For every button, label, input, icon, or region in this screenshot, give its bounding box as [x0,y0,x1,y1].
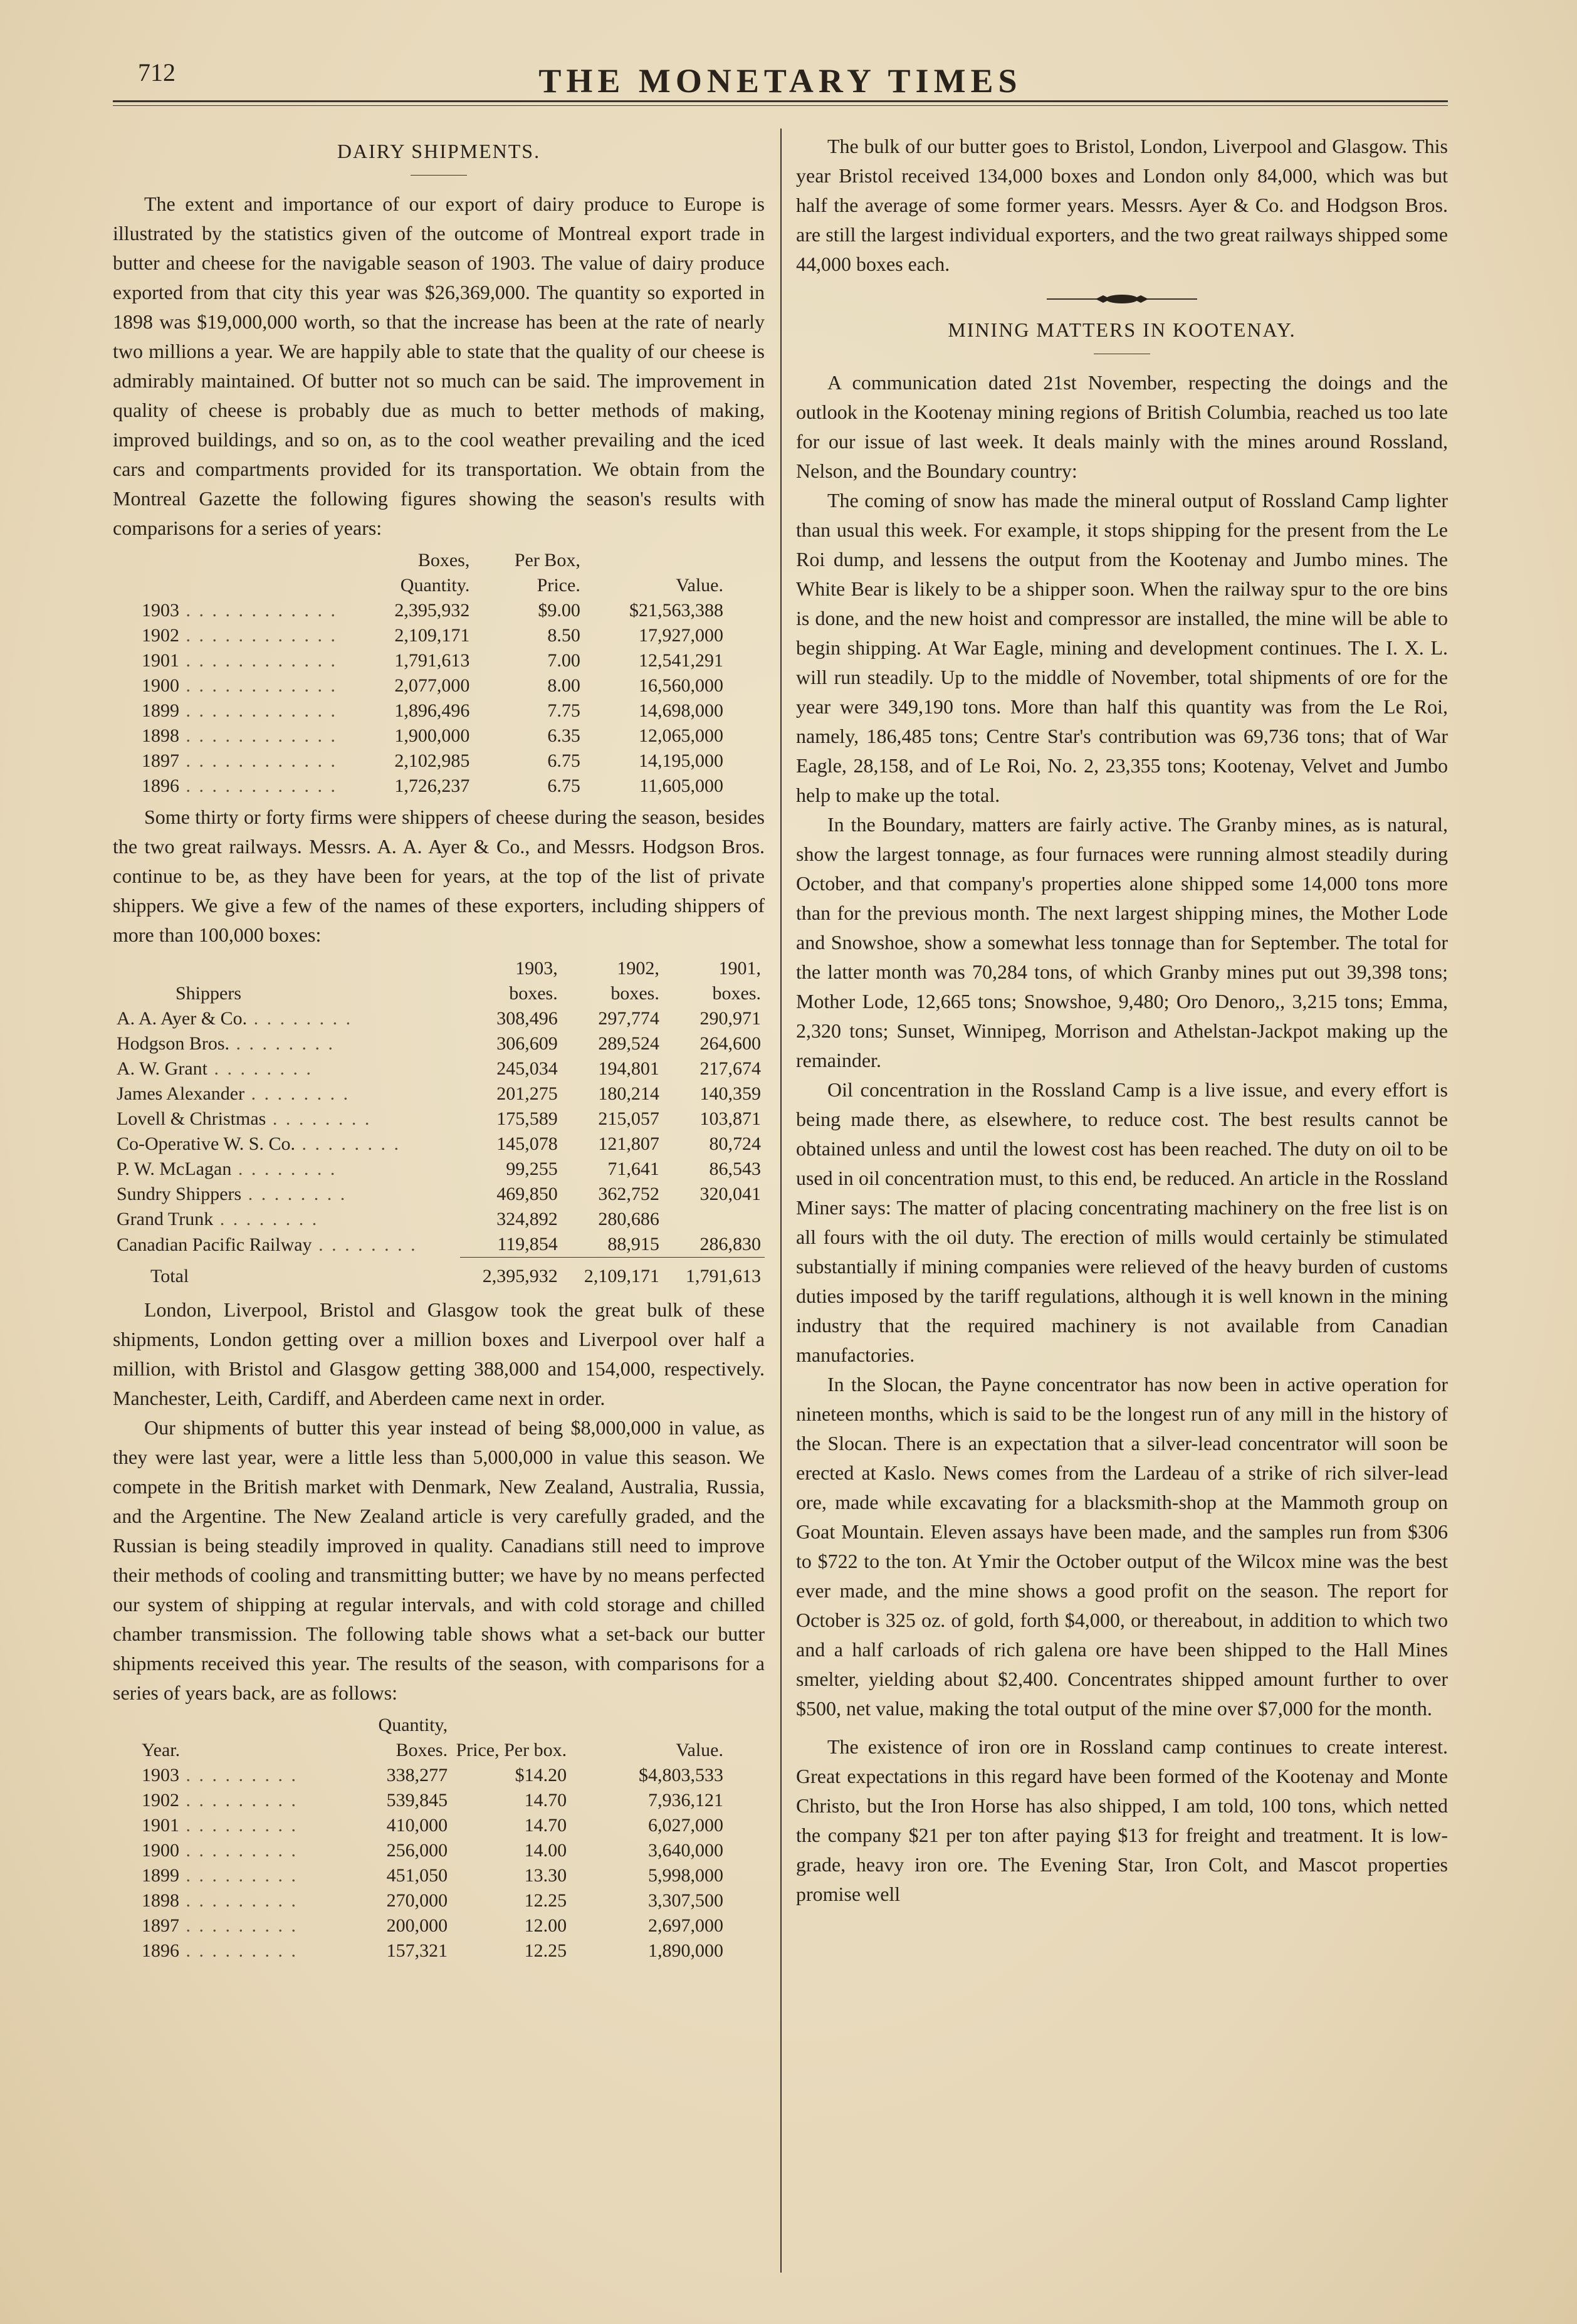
shipper-row-label: Canadian Pacific Railway [117,1234,312,1255]
shipper-row [113,1157,765,1182]
cheese-row-cell: 17,927,000 [639,625,723,646]
shipper-row-label: Hodgson Bros. [117,1033,230,1054]
cheese-row [138,749,727,774]
cheese-row-cell: $9.00 [538,600,580,621]
shipper-row-cell: 286,830 [699,1234,761,1254]
mining-paragraph-3: In the Boundary, matters are fairly active. The Granby mines, as is natural, show the largest tonnage, as four furnaces were running almost steadily during October, and that company's properties alone shipped some 14,000 tons more than for the previous month. The next largest shipping mines, the Mother Lode and Snowshoe, show a somewhat less tonnage than for September. The total for the latter month was 70,284 tons, of which Granby mines put out 39,398 tons; Mother Lode, 12,665 tons; Snowshoe, 9,480; Oro Denoro,, 3,215 tons; Emma, 2,320 tons; Sunset, Winnipeg, Morrison and Athelstan-Jackpot making up the remainder. [796,813,1448,1071]
shipper-row-cell: 264,600 [699,1033,761,1054]
shipper-row-label: Lovell & Christmas [117,1108,266,1129]
butter-row-cell: 338,277 [386,1765,448,1785]
leader-dots: . . . . . . . . [244,1083,350,1104]
dairy-heading: DAIRY SHIPMENTS. [337,140,541,162]
leader-dots: . . . . . . . . . . . . [179,625,337,646]
butter-row [138,1913,727,1938]
shippers-col-1903: 1903, boxes. [509,958,558,1004]
shipper-row-cell: 194,801 [598,1058,659,1079]
cheese-row-cell [138,749,343,774]
shipper-row-cell [113,1182,460,1207]
shipper-row-cell: 290,971 [699,1008,761,1029]
cheese-row-label: 1900 [142,675,179,696]
cheese-row-cell: 6.35 [547,725,580,746]
page-number: 712 [138,58,176,87]
shipper-row-cell: 121,807 [598,1133,659,1154]
shipper-row-cell [113,1232,460,1258]
mining-paragraph-4: Oil concentration in the Rossland Camp is a live issue, and every effort is being made there, as elsewhere, to reduce cost. The best results cannot be obtained unless and until the lowest cost has been reached. The duty on oil to be used in oil concentration must, to this end, be reduced. An article in the Rossland Miner says: The matter of placing concentrating machinery on the free list is on all fours with the oil duty. The erection of mills would certainly be stimulated substantially if mining companies were relieved of the heavy burden of customs duties imposed by the tariff regulations, although it is well known in the mining industry that the required machinery is not available from Canadian manufactories. [796,1078,1448,1366]
shipper-row-cell [663,1207,765,1232]
dairy-paragraph-4: Our shipments of butter this year instead of being $8,000,000 in value, as they were last year, were a little less than 5,000,000 in value this season. We compete in the British market with Denmark, New Zealand, Australia, Russia, and the Argentine. The New Zealand article is very carefully graded, and the Russian is being steadily improved in quality. Canadians still need to improve their methods of cooling and transmitting butter; we have by no means perfected our system of shipping at regular intervals, and with cold storage and chilled chamber transmission. The following table shows what a set-back our butter shipments received this year. The results of the season, with comparisons for a series of years back, are as follows: [113,1416,765,1704]
butter-col-price: Price, Per box. [456,1740,567,1760]
cheese-row-label: 1901 [142,650,179,671]
cheese-row [138,698,727,723]
cheese-row-cell: 6.75 [547,776,580,796]
leader-dots: . . . . . . . . . [179,1840,298,1861]
leader-dots: . . . . . . . . . [179,1890,298,1911]
cheese-row [138,774,727,799]
leader-dots: . . . . . . . . . . . . [179,750,337,771]
butter-row-label: 1900 [142,1840,179,1861]
leader-dots: . . . . . . . . . [179,1765,298,1785]
shipper-row-cell: 145,078 [496,1133,558,1154]
cheese-row-cell: 14,195,000 [639,750,723,771]
publication-title: THE MONETARY TIMES [538,62,1022,100]
mining-heading: MINING MATTERS IN KOOTENAY. [948,318,1296,341]
shippers-col-name: Shippers [176,983,241,1004]
butter-row-label: 1902 [142,1790,179,1811]
leader-dots: . . . . . . . . . . . . [179,600,337,621]
leader-dots: . . . . . . . . . . . . [179,725,337,746]
cheese-row [138,623,727,648]
butter-row-label: 1899 [142,1865,179,1886]
leader-dots: . . . . . . . . [312,1234,417,1255]
mining-paragraph-2: The coming of snow has made the mineral output of Rossland Camp lighter than usual this week. For example, it stops shipping for the present from the Le Roi dump, and lessens the output from the Kootenay and Jumbo mines. The White Bear is likely to be a shipper soon. When the railway spur to the ore bins is done, and the new hoist and compressor are installed, the mine will be able to begin shipping. At War Eagle, mining and development continues. The I. X. L. will run steadily. Up to the middle of November, total shipments of ore for the year were 349,190 tons. More than half this quantity was from the Le Roi, namely, 186,485 tons; Centre Star's contribution was 69,736 tons; that of War Eagle, 28,158, and of Le Roi, No. 2, 23,355 tons; Kootenay, Velvet and Jumbo help to make up the total. [796,489,1448,806]
cheese-row-cell [138,623,343,648]
butter-row [138,1838,727,1863]
cheese-row-cell: 1,791,613 [394,650,470,671]
butter-row-cell: 256,000 [386,1840,448,1861]
butter-row-cell [138,1938,332,1964]
shipper-row-label: Sundry Shippers [117,1184,242,1204]
butter-row-cell: 270,000 [386,1890,448,1911]
butter-row-cell: 14.70 [524,1790,567,1811]
butter-row [138,1763,727,1788]
dairy-paragraph-3: London, Liverpool, Bristol and Glasgow took the great bulk of these shipments, London getting over a million boxes and Liverpool over half a million, with Bristol and Glasgow getting 388,000 and 154,000, respectively. Manchester, Leith, Cardiff, and Aberdeen came next in order. [113,1298,765,1409]
leader-dots: . . . . . . . . . [179,1940,298,1961]
leader-dots: . . . . . . . . . . . . [179,675,337,696]
butter-row-cell: 12.00 [524,1915,567,1936]
cheese-row-cell [138,774,343,799]
cheese-row-cell: 7.00 [547,650,580,671]
shipper-row [113,1232,765,1258]
leader-dots: . . . . . . . . . [179,1865,298,1886]
shipper-row-cell: 215,057 [598,1108,659,1129]
butter-row-cell: 6,027,000 [648,1815,723,1836]
mining-paragraph-5: In the Slocan, the Payne concentrator has now been in active operation for nineteen months, which is said to be the longest run of any mill in the history of the Slocan. There is an expectation that a silver-lead concentrator will soon be erected at Kaslo. News comes from the Lardeau of a strike of rich silver-lead ore, made while excavating for a blacksmith-shop at the Mammoth group on Goat Mountain. Eleven assays have been made, and the samples run from $306 to $722 to the ton. At Ymir the October output of the Wilcox mine was the best ever made, and the mine shows a good profit on the season. The report for October is 325 oz. of gold, forth $4,000, or thereabout, in addition to which two and a half carloads of rich galena ore have been shipped to the Hall Mines smelter, yielding about $2,400. Concentrates shipped amount further to over $500, net value, making the total output of the mine over $7,000 for the month. [796,1373,1448,1720]
shipper-row-cell: 119,854 [497,1234,558,1254]
butter-row-cell: 7,936,121 [648,1790,723,1811]
cheese-row [138,673,727,698]
butter-row-cell [138,1863,332,1888]
mining-paragraph-1: A communication dated 21st November, respecting the doings and the outlook in the Kootenay mining regions of British Columbia, reached us too late for our issue of last week. It deals mainly with the mines around Rossland, Nelson, and the Boundary country: [796,371,1448,482]
shipper-row-cell: 280,686 [598,1209,659,1229]
shipper-row [113,1056,765,1081]
left-column [113,132,765,1964]
shipper-row-cell: 297,774 [598,1008,659,1029]
butter-row-label: 1897 [142,1915,179,1936]
shipper-row-cell: 71,641 [607,1159,659,1179]
shipper-row-cell: 80,724 [709,1133,761,1154]
shipper-row-cell: 308,496 [496,1008,558,1029]
shipper-row [113,1031,765,1056]
shipper-row-cell: 362,752 [598,1184,659,1204]
butter-col-quantity: Quantity, Boxes. [378,1715,448,1760]
butter-row-cell: 451,050 [386,1865,448,1886]
shipper-row-cell: 245,034 [496,1058,558,1079]
shipper-row-cell: 175,589 [496,1108,558,1129]
leader-dots: . . . . . . . . [247,1008,353,1029]
butter-row-cell: 5,998,000 [648,1865,723,1886]
shipper-row [113,1207,765,1232]
leader-dots: . . . . . . . . . [179,1790,298,1811]
butter-row-cell: 1,890,000 [648,1940,723,1961]
leader-dots: . . . . . . . . [207,1058,313,1079]
butter-row-cell: 3,640,000 [648,1840,723,1861]
cheese-row-cell: 16,560,000 [639,675,723,696]
leader-dots: . . . . . . . . . . . . [179,776,337,796]
butter-row-cell: 12.25 [524,1890,567,1911]
header-rule [113,100,1448,102]
cheese-row-cell: 1,726,237 [394,776,470,796]
butter-row-cell: 12.25 [524,1940,567,1961]
butter-row-cell: 157,321 [386,1940,448,1961]
butter-row-cell [138,1813,332,1838]
leader-dots: . . . . . . . . [295,1133,401,1154]
butter-row-cell [138,1788,332,1813]
shipper-row-cell [113,1056,460,1081]
shippers-table [113,956,765,1289]
shipper-row [113,1081,765,1107]
shipper-row-label: Grand Trunk [117,1209,214,1229]
cheese-row-label: 1897 [142,750,179,771]
shipper-row [113,1182,765,1207]
shipper-row-cell [113,1107,460,1132]
cheese-row-label: 1903 [142,600,179,621]
shipper-row-cell [113,1006,460,1031]
shipper-row [113,1132,765,1157]
butter-row [138,1863,727,1888]
masthead [113,56,1448,107]
leader-dots: . . . . . . . . . . . . [179,650,337,671]
shipper-row-cell: 217,674 [699,1058,761,1079]
butter-row-cell: 3,307,500 [648,1890,723,1911]
shippers-col-1901: 1901, boxes. [712,958,761,1004]
shipper-row-cell: 103,871 [699,1108,761,1129]
butter-row [138,1938,727,1964]
dairy-paragraph-2: Some thirty or forty firms were shippers of cheese during the season, besides the two great railways. Messrs. A. A. Ayer & Co., and Messrs. Hodgson Bros. continue to be, as they have been for years, at the top of the list of private shippers. We give a few of the names of these exporters, including shippers of more than 100,000 boxes: [113,806,765,946]
right-column [796,132,1448,1909]
cheese-col-price: Per Box, Price. [514,550,580,596]
dairy-paragraph-5: The bulk of our butter goes to Bristol, London, Liverpool and Glasgow. This year Bristol received 134,000 boxes and London only 84,000, which was but half the average of some former years. Messrs. Ayer & Co. and Hodgson Bros. are still the largest individual exporters, and the two great railways shipped some 44,000 boxes each. [796,135,1448,275]
shipper-row-label: P. W. McLagan [117,1159,232,1179]
cheese-row-label: 1896 [142,776,179,796]
butter-row-cell: 14.70 [524,1815,567,1836]
butter-row-cell [138,1888,332,1913]
leader-dots: . . . . . . . . [229,1033,335,1054]
shipper-row-cell: 88,915 [607,1234,659,1254]
butter-row-cell: 200,000 [386,1915,448,1936]
heading-rule [411,175,467,176]
butter-row [138,1813,727,1838]
cheese-row-cell: 11,605,000 [639,776,723,796]
shipper-row-cell: 320,041 [699,1184,761,1204]
butter-row-cell [138,1763,332,1788]
cheese-row-cell: 2,077,000 [394,675,470,696]
shipper-row-cell: 86,543 [709,1159,761,1179]
cheese-row-cell: 2,109,171 [394,625,470,646]
butter-table-header [138,1713,727,1763]
butter-row-label: 1896 [142,1940,179,1961]
butter-row-label: 1898 [142,1890,179,1911]
cheese-table [138,548,727,799]
cheese-row-cell: 1,900,000 [394,725,470,746]
cheese-row [138,648,727,673]
butter-row-cell: 13.30 [524,1865,567,1886]
butter-row-cell: 14.00 [524,1840,567,1861]
cheese-row-label: 1899 [142,700,179,721]
shipper-row-cell [113,1081,460,1107]
butter-row-cell: 2,697,000 [648,1915,723,1936]
butter-col-year: Year. [142,1740,181,1760]
shipper-row-cell: 324,892 [496,1209,558,1229]
shippers-total-row [113,1264,765,1289]
cheese-row-cell [138,723,343,749]
cheese-row-cell [138,598,343,623]
shippers-total-label: Total [150,1266,189,1286]
shipper-row-label: A. W. Grant [117,1058,207,1079]
shipper-row-cell: 306,609 [496,1033,558,1054]
leader-dots: . . . . . . . . . . . . [179,700,337,721]
cheese-row-label: 1902 [142,625,179,646]
mining-paragraph-6: The existence of iron ore in Rossland camp continues to create interest. Great expectations in this regard have been formed of the Kootenay and Monte Christo, but the Iron Horse has also shipped, I am told, 100 tons, which netted the company $21 per ton after paying $13 for freight and treatment. It is low-grade, heavy iron ore. The Evening Star, Iron Colt, and Mascot properties promise well [796,1735,1448,1905]
butter-col-value: Value. [676,1740,723,1760]
leader-dots: . . . . . . . . . [179,1815,298,1836]
header-rule-thin [113,105,1448,106]
dairy-paragraph-1: The extent and importance of our export of dairy produce to Europe is illustrated by the statistics given of the outcome of Montreal export trade in butter and cheese for the navigable season of 1903. The value of dairy produce exported from that city this year was $26,369,000. The quantity so exported in 1898 was $19,000,000 worth, so that the increase has been at the rate of nearly two millions a year. We are happily able to state that the quality of our cheese is admirably maintained. Of butter not so much can be said. The improvement in quality of cheese is probably due as much to better methods of making, improved buildings, and so on, as to the cool weather prevailing and the iced cars and compartments provided for its transportation. We obtain from the Montreal Gazette the following figures showing the season's results with comparisons for a series of years: [113,192,765,539]
cheese-row-cell: 8.00 [547,675,580,696]
shippers-col-1902: 1902, boxes. [610,958,659,1004]
shipper-row-cell: 140,359 [699,1083,761,1104]
cheese-row-cell [138,648,343,673]
leader-dots: . . . . . . . . [213,1209,319,1229]
shipper-row-cell [113,1207,460,1232]
butter-row-cell: 539,845 [386,1790,448,1811]
shippers-total-1902: 2,109,171 [584,1266,659,1286]
cheese-row-cell: 6.75 [547,750,580,771]
shipper-row-cell: 289,524 [598,1033,659,1054]
cheese-table-header [138,548,727,598]
butter-row-label: 1901 [142,1815,179,1836]
shipper-row-cell: 99,255 [506,1159,558,1179]
cheese-row-cell: 7.75 [547,700,580,721]
butter-row-cell: $14.20 [515,1765,567,1785]
shipper-row-cell: 180,214 [598,1083,659,1104]
cheese-row-cell: 12,541,291 [639,650,723,671]
column-divider [780,129,782,2273]
cheese-row-cell: 8.50 [547,625,580,646]
butter-row-cell: 410,000 [386,1815,448,1836]
butter-row-label: 1903 [142,1765,179,1785]
shipper-row-label: Co-Operative W. S. Co. [117,1133,295,1154]
leader-dots: . . . . . . . . [231,1159,337,1179]
cheese-row-cell: 14,698,000 [639,700,723,721]
cheese-row-cell: 2,395,932 [394,600,470,621]
cheese-row-cell: 2,102,985 [394,750,470,771]
shippers-total-1901: 1,791,613 [686,1266,761,1286]
butter-row [138,1788,727,1813]
cheese-row-cell: 12,065,000 [639,725,723,746]
cheese-row-cell [138,673,343,698]
shipper-row-cell [113,1157,460,1182]
shipper-row-cell: 201,275 [496,1083,558,1104]
butter-row-cell [138,1913,332,1938]
cheese-row [138,598,727,623]
shipper-row-cell: 469,850 [496,1184,558,1204]
shipper-row [113,1006,765,1031]
cheese-col-quantity: Boxes, Quantity. [400,550,470,596]
butter-row-cell: $4,803,533 [639,1765,723,1785]
shipper-row-cell [113,1031,460,1056]
butter-row [138,1888,727,1913]
cheese-row-cell: $21,563,388 [629,600,723,621]
shipper-row-cell [113,1132,460,1157]
cheese-col-value: Value. [676,575,723,596]
butter-table [138,1713,727,1964]
cheese-row [138,723,727,749]
cheese-row-label: 1898 [142,725,179,746]
shippers-table-header [113,956,765,1006]
cheese-row-cell: 1,896,496 [394,700,470,721]
leader-dots: . . . . . . . . . [179,1915,298,1936]
section-ornament [796,285,1448,304]
cheese-row-cell [138,698,343,723]
shipper-row-label: James Alexander [117,1083,245,1104]
butter-row-cell [138,1838,332,1863]
shipper-row-label: A. A. Ayer & Co. [117,1008,248,1029]
leader-dots: . . . . . . . . [241,1184,347,1204]
leader-dots: . . . . . . . . [266,1108,372,1129]
shipper-row [113,1107,765,1132]
shippers-total-1903: 2,395,932 [482,1266,558,1286]
